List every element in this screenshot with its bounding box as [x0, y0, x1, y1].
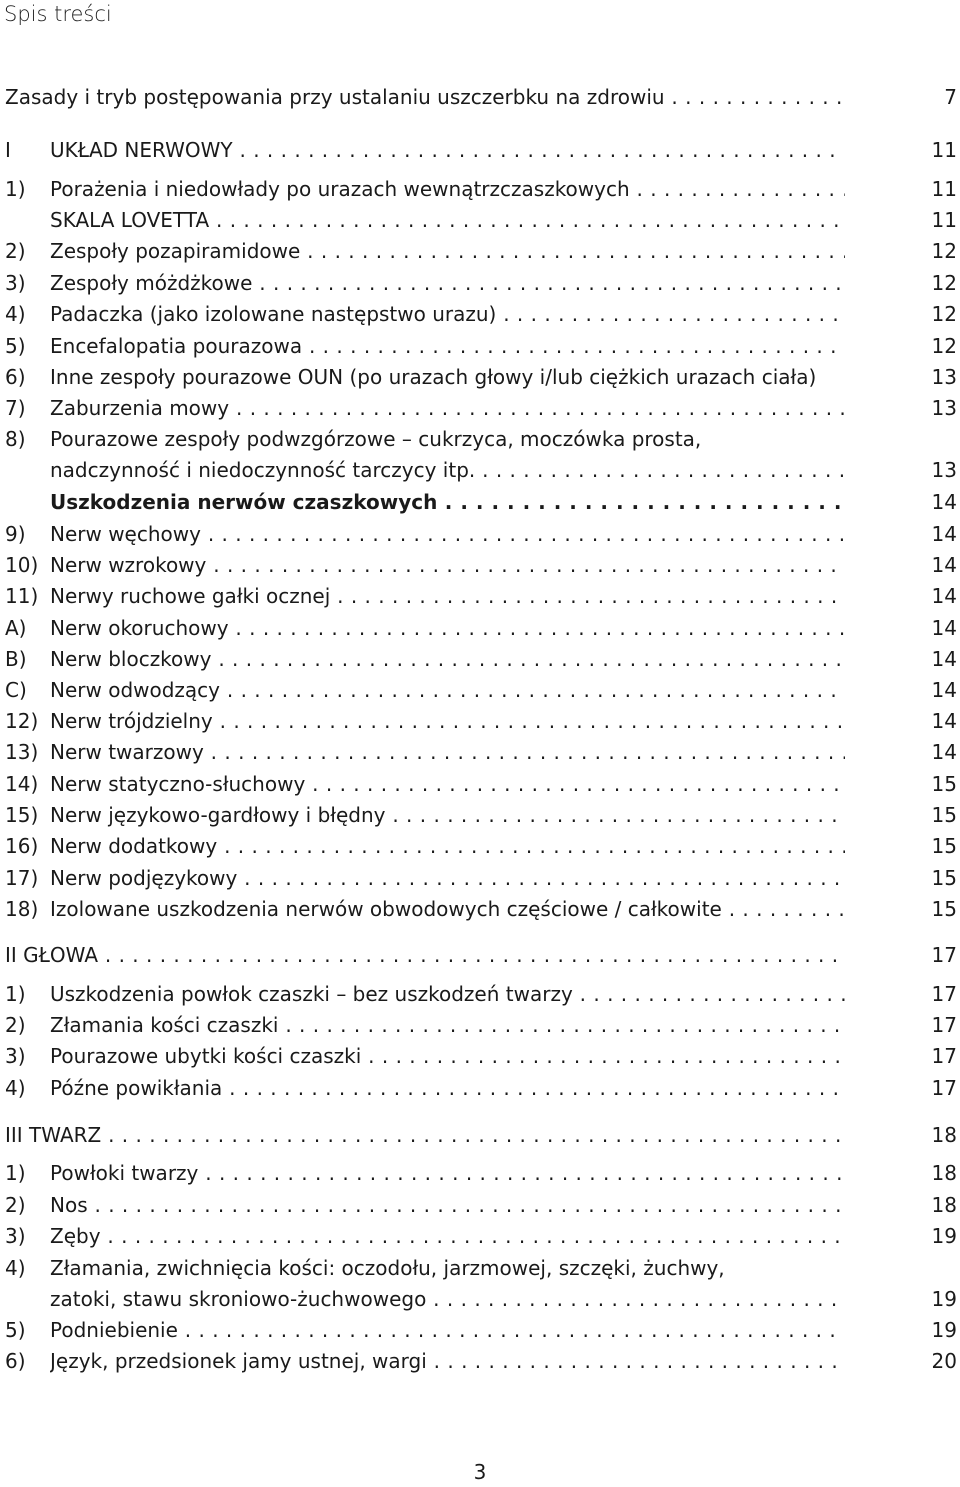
- toc-entry-page: 17: [931, 1013, 957, 1037]
- toc-entry-page: 14: [931, 678, 957, 702]
- toc-entry-number: 4): [5, 1076, 26, 1100]
- toc-entry-body: [50, 581, 845, 612]
- toc-entry-label: Padaczka (jako izolowane następstwo urazu) . . .: [50, 302, 845, 326]
- toc-entry[interactable]: [0, 863, 960, 894]
- toc-entry-body: [50, 205, 845, 236]
- toc-entry-number: 18): [5, 897, 39, 921]
- toc-entry-label: Inne zespoły pourazowe OUN (po urazach głowy i/lub ciężkich urazach ciała): [50, 365, 817, 389]
- toc-entry-number: 17): [5, 866, 39, 890]
- toc-entry[interactable]: [0, 769, 960, 800]
- toc-entry-page: 18: [931, 1193, 957, 1217]
- toc-entry-page: 17: [931, 1044, 957, 1068]
- toc-entry-label: Nerwy ruchowe gałki ocznej . . .: [50, 584, 845, 608]
- toc-entry[interactable]: [0, 205, 960, 236]
- toc-entry[interactable]: [0, 455, 960, 486]
- toc-entry-number: 5): [5, 1318, 26, 1342]
- toc-entry[interactable]: [0, 268, 960, 299]
- toc-entry-label: Nerw wzrokowy . . .: [50, 553, 845, 577]
- toc-entry-number: 4): [5, 302, 26, 326]
- toc-entry-label: Izolowane uszkodzenia nerwów obwodowych częściowe / całkowite . . .: [50, 897, 845, 921]
- toc-entry-number: 3): [5, 1044, 26, 1068]
- toc-entry-body: [50, 613, 845, 644]
- toc-entry-number: 4): [5, 1256, 26, 1280]
- toc-entry[interactable]: [0, 737, 960, 768]
- toc-entry-label: Późne powikłania . . .: [50, 1076, 845, 1100]
- toc-entry-label: Nerw okoruchowy . . .: [50, 616, 845, 640]
- toc-entry[interactable]: [0, 1346, 960, 1377]
- toc-entry-number: 15): [5, 803, 39, 827]
- toc-entry[interactable]: [0, 1221, 960, 1252]
- toc-entry-page: 12: [931, 271, 957, 295]
- toc-entry-body: [5, 1120, 845, 1151]
- toc-entry-page: 18: [931, 1161, 957, 1185]
- toc-entry[interactable]: [0, 613, 960, 644]
- toc-entry-body: [50, 863, 845, 894]
- toc-entry[interactable]: [0, 82, 960, 113]
- toc-entry-page: 11: [931, 177, 957, 201]
- toc-entry-label: Nerw bloczkowy . . .: [50, 647, 845, 671]
- toc-entry-label: Nerw dodatkowy . . .: [50, 834, 845, 858]
- toc-entry-page: 13: [931, 365, 957, 389]
- toc-entry-body: [50, 675, 845, 706]
- toc-entry-page: 11: [931, 138, 957, 162]
- toc-entry[interactable]: [0, 581, 960, 612]
- toc-entry-body: [50, 737, 845, 768]
- toc-entry-label: III TWARZ . . .: [5, 1123, 845, 1147]
- toc-entry-label: II GŁOWA . . .: [5, 943, 845, 967]
- toc-entry-body: [50, 135, 845, 166]
- toc-entry[interactable]: [0, 1253, 960, 1284]
- toc-entry-body: [50, 1010, 845, 1041]
- toc-entry-label: Język, przedsionek jamy ustnej, wargi . . .: [50, 1349, 845, 1373]
- toc-entry-label: Zęby . . .: [50, 1224, 845, 1248]
- toc-entry-body: [5, 940, 845, 971]
- toc-entry-number: 7): [5, 396, 26, 420]
- toc-entry-body: [50, 487, 845, 518]
- toc-entry-number: A): [5, 616, 27, 640]
- toc-entry-page: 15: [931, 897, 957, 921]
- toc-entry-number: 9): [5, 522, 26, 546]
- toc-entry-label: Porażenia i niedowłady po urazach wewnątrzczaszkowych . . .: [50, 177, 845, 201]
- toc-entry-number: 6): [5, 365, 26, 389]
- toc-entry[interactable]: [0, 1190, 960, 1221]
- toc-entry-number: 2): [5, 239, 26, 263]
- toc-entry-number: 2): [5, 1013, 26, 1037]
- toc-entry-body: [50, 1346, 845, 1377]
- toc-entry-page: 13: [931, 396, 957, 420]
- toc-entry-body: [50, 331, 845, 362]
- toc-entry-label: Nos . . .: [50, 1193, 845, 1217]
- toc-entry[interactable]: [0, 940, 960, 971]
- toc-entry-number: 1): [5, 177, 26, 201]
- toc-entry[interactable]: [0, 550, 960, 581]
- toc-entry-page: 15: [931, 834, 957, 858]
- toc-entry-number: I: [5, 138, 11, 162]
- toc-entry-page: 15: [931, 803, 957, 827]
- toc-entry-page: 13: [931, 458, 957, 482]
- toc-entry-page: 17: [931, 943, 957, 967]
- toc-entry-number: 14): [5, 772, 39, 796]
- toc-entry-label: SKALA LOVETTA . . .: [50, 208, 845, 232]
- toc-entry[interactable]: [0, 644, 960, 675]
- toc-entry[interactable]: [0, 675, 960, 706]
- toc-entry-number: 6): [5, 1349, 26, 1373]
- toc-entry-body: [50, 455, 845, 486]
- toc-entry-label: nadczynność i niedoczynność tarczycy itp. . . .: [50, 458, 845, 482]
- toc-entry-body: [50, 769, 845, 800]
- toc-entry-page: 12: [931, 334, 957, 358]
- toc-entry-page: 19: [931, 1318, 957, 1342]
- toc-entry-label: Nerw trójdzielny . . .: [50, 709, 845, 733]
- toc-entry-body: [50, 1315, 845, 1346]
- toc-entry-page: 14: [931, 584, 957, 608]
- toc-entry-body: [50, 644, 845, 675]
- toc-entry-body: [50, 362, 845, 393]
- toc-entry-body: [50, 979, 845, 1010]
- toc-entry[interactable]: [0, 1284, 960, 1315]
- toc-entry-page: 14: [931, 709, 957, 733]
- toc-entry-label: Nerw statyczno-słuchowy . . .: [50, 772, 845, 796]
- toc-entry-body: [50, 393, 845, 424]
- toc-entry-page: 19: [931, 1224, 957, 1248]
- toc-entry-page: 7: [944, 85, 957, 109]
- toc-entry-page: 11: [931, 208, 957, 232]
- toc-entry-page: 19: [931, 1287, 957, 1311]
- toc-entry-number: 3): [5, 1224, 26, 1248]
- toc-entry-body: [50, 174, 845, 205]
- toc-entry-page: 15: [931, 772, 957, 796]
- toc-entry-label: Pourazowe zespoły podwzgórzowe – cukrzyca, moczówka prosta,: [50, 427, 702, 451]
- toc-entry[interactable]: [0, 706, 960, 737]
- toc-entry-label: UKŁAD NERWOWY . . .: [50, 138, 845, 162]
- toc-entry-number: 13): [5, 740, 39, 764]
- toc-entry-body: [50, 1190, 845, 1221]
- toc-entry-body: [50, 1221, 845, 1252]
- toc-entry-number: 10): [5, 553, 39, 577]
- toc-entry-label: Nerw językowo-gardłowy i błędny . . .: [50, 803, 845, 827]
- toc-entry[interactable]: [0, 1158, 960, 1189]
- toc-entry-number: 2): [5, 1193, 26, 1217]
- toc-entry-body: [50, 831, 845, 862]
- toc-entry[interactable]: [0, 1041, 960, 1072]
- toc-entry-label: Nerw twarzowy . . .: [50, 740, 845, 764]
- toc-entry-body: [50, 519, 845, 550]
- toc-entry-label: Zasady i tryb postępowania przy ustalaniu uszczerbku na zdrowiu . . .: [5, 85, 845, 109]
- toc-entry-label: Nerw odwodzący . . .: [50, 678, 845, 702]
- toc-entry-body: [50, 1284, 845, 1315]
- toc-entry[interactable]: [0, 331, 960, 362]
- toc-entry-label: Złamania kości czaszki . . .: [50, 1013, 845, 1037]
- toc-entry[interactable]: [0, 174, 960, 205]
- toc-entry-body: [50, 1073, 845, 1104]
- toc-entry[interactable]: [0, 1010, 960, 1041]
- toc-entry-page: 14: [931, 553, 957, 577]
- toc-entry[interactable]: [0, 1073, 960, 1104]
- toc-entry[interactable]: [0, 1315, 960, 1346]
- toc-entry-number: 16): [5, 834, 39, 858]
- toc-entry-number: 3): [5, 271, 26, 295]
- toc-entry[interactable]: [0, 362, 960, 393]
- toc-entry-body: [50, 424, 845, 455]
- toc-entry[interactable]: [0, 894, 960, 925]
- toc-entry-page: 20: [931, 1349, 957, 1373]
- toc-entry-number: 8): [5, 427, 26, 451]
- toc-entry-body: [50, 800, 845, 831]
- toc-entry[interactable]: [0, 1120, 960, 1151]
- toc-entry-page: 14: [931, 490, 957, 514]
- toc-entry-page: 15: [931, 866, 957, 890]
- toc-entry-body: [50, 236, 845, 267]
- toc-entry-body: [50, 268, 845, 299]
- toc-entry-label: Nerw podjęzykowy . . .: [50, 866, 845, 890]
- toc-entry-page: 14: [931, 522, 957, 546]
- toc-entry-label: Pourazowe ubytki kości czaszki . . .: [50, 1044, 845, 1068]
- toc-entry-label: Zespoły pozapiramidowe . . .: [50, 239, 845, 263]
- toc-entry-label: Nerw węchowy . . .: [50, 522, 845, 546]
- toc-entry-number: B): [5, 647, 27, 671]
- toc-entry[interactable]: [0, 831, 960, 862]
- toc-entry-body: [50, 550, 845, 581]
- toc-entry-label: Złamania, zwichnięcia kości: oczodołu, jarzmowej, szczęki, żuchwy,: [50, 1256, 725, 1280]
- toc-entry-number: 1): [5, 1161, 26, 1185]
- toc-entry[interactable]: [0, 979, 960, 1010]
- toc-entry[interactable]: [0, 800, 960, 831]
- toc-entry-page: 17: [931, 1076, 957, 1100]
- toc-entry-label: Uszkodzenia powłok czaszki – bez uszkodzeń twarzy . . .: [50, 982, 845, 1006]
- toc-entry[interactable]: [0, 519, 960, 550]
- toc-entry-page: 14: [931, 616, 957, 640]
- toc-entry[interactable]: [0, 299, 960, 330]
- toc-entry-number: 11): [5, 584, 39, 608]
- toc-entry[interactable]: [0, 393, 960, 424]
- toc-entry-body: [50, 299, 845, 330]
- toc-entry-label: Zaburzenia mowy . . .: [50, 396, 845, 420]
- toc-entry-number: 12): [5, 709, 39, 733]
- toc-entry-body: [50, 1041, 845, 1072]
- page-title: Spis treści: [4, 2, 112, 26]
- toc-entry[interactable]: [0, 424, 960, 455]
- toc-entry-page: 14: [931, 647, 957, 671]
- toc-entry-number: 1): [5, 982, 26, 1006]
- toc-entry[interactable]: [0, 487, 960, 518]
- toc-entry-body: [50, 1158, 845, 1189]
- toc-entry-label: Encefalopatia pourazowa . . .: [50, 334, 845, 358]
- toc-entry-label: Zespoły móżdżkowe . . .: [50, 271, 845, 295]
- page-number: 3: [473, 1460, 487, 1484]
- toc-entry-page: 12: [931, 302, 957, 326]
- toc-entry-label: zatoki, stawu skroniowo-żuchwowego . . .: [50, 1287, 845, 1311]
- toc-entry-body: [50, 894, 845, 925]
- toc-entry[interactable]: [0, 236, 960, 267]
- toc-entry-label: Powłoki twarzy . . .: [50, 1161, 845, 1185]
- toc-entry-number: 5): [5, 334, 26, 358]
- toc-entry-body: [5, 82, 845, 113]
- toc-entry-body: [50, 706, 845, 737]
- toc-entry-page: 14: [931, 740, 957, 764]
- toc-entry-page: 12: [931, 239, 957, 263]
- toc-entry-label: Podniebienie . . .: [50, 1318, 845, 1342]
- toc-entry-label: Uszkodzenia nerwów czaszkowych . . .: [50, 490, 845, 514]
- toc-entry-page: 18: [931, 1123, 957, 1147]
- toc-entry-number: C): [5, 678, 27, 702]
- toc-entry-body: [50, 1253, 845, 1284]
- toc-entry[interactable]: [0, 135, 960, 166]
- toc-entry-page: 17: [931, 982, 957, 1006]
